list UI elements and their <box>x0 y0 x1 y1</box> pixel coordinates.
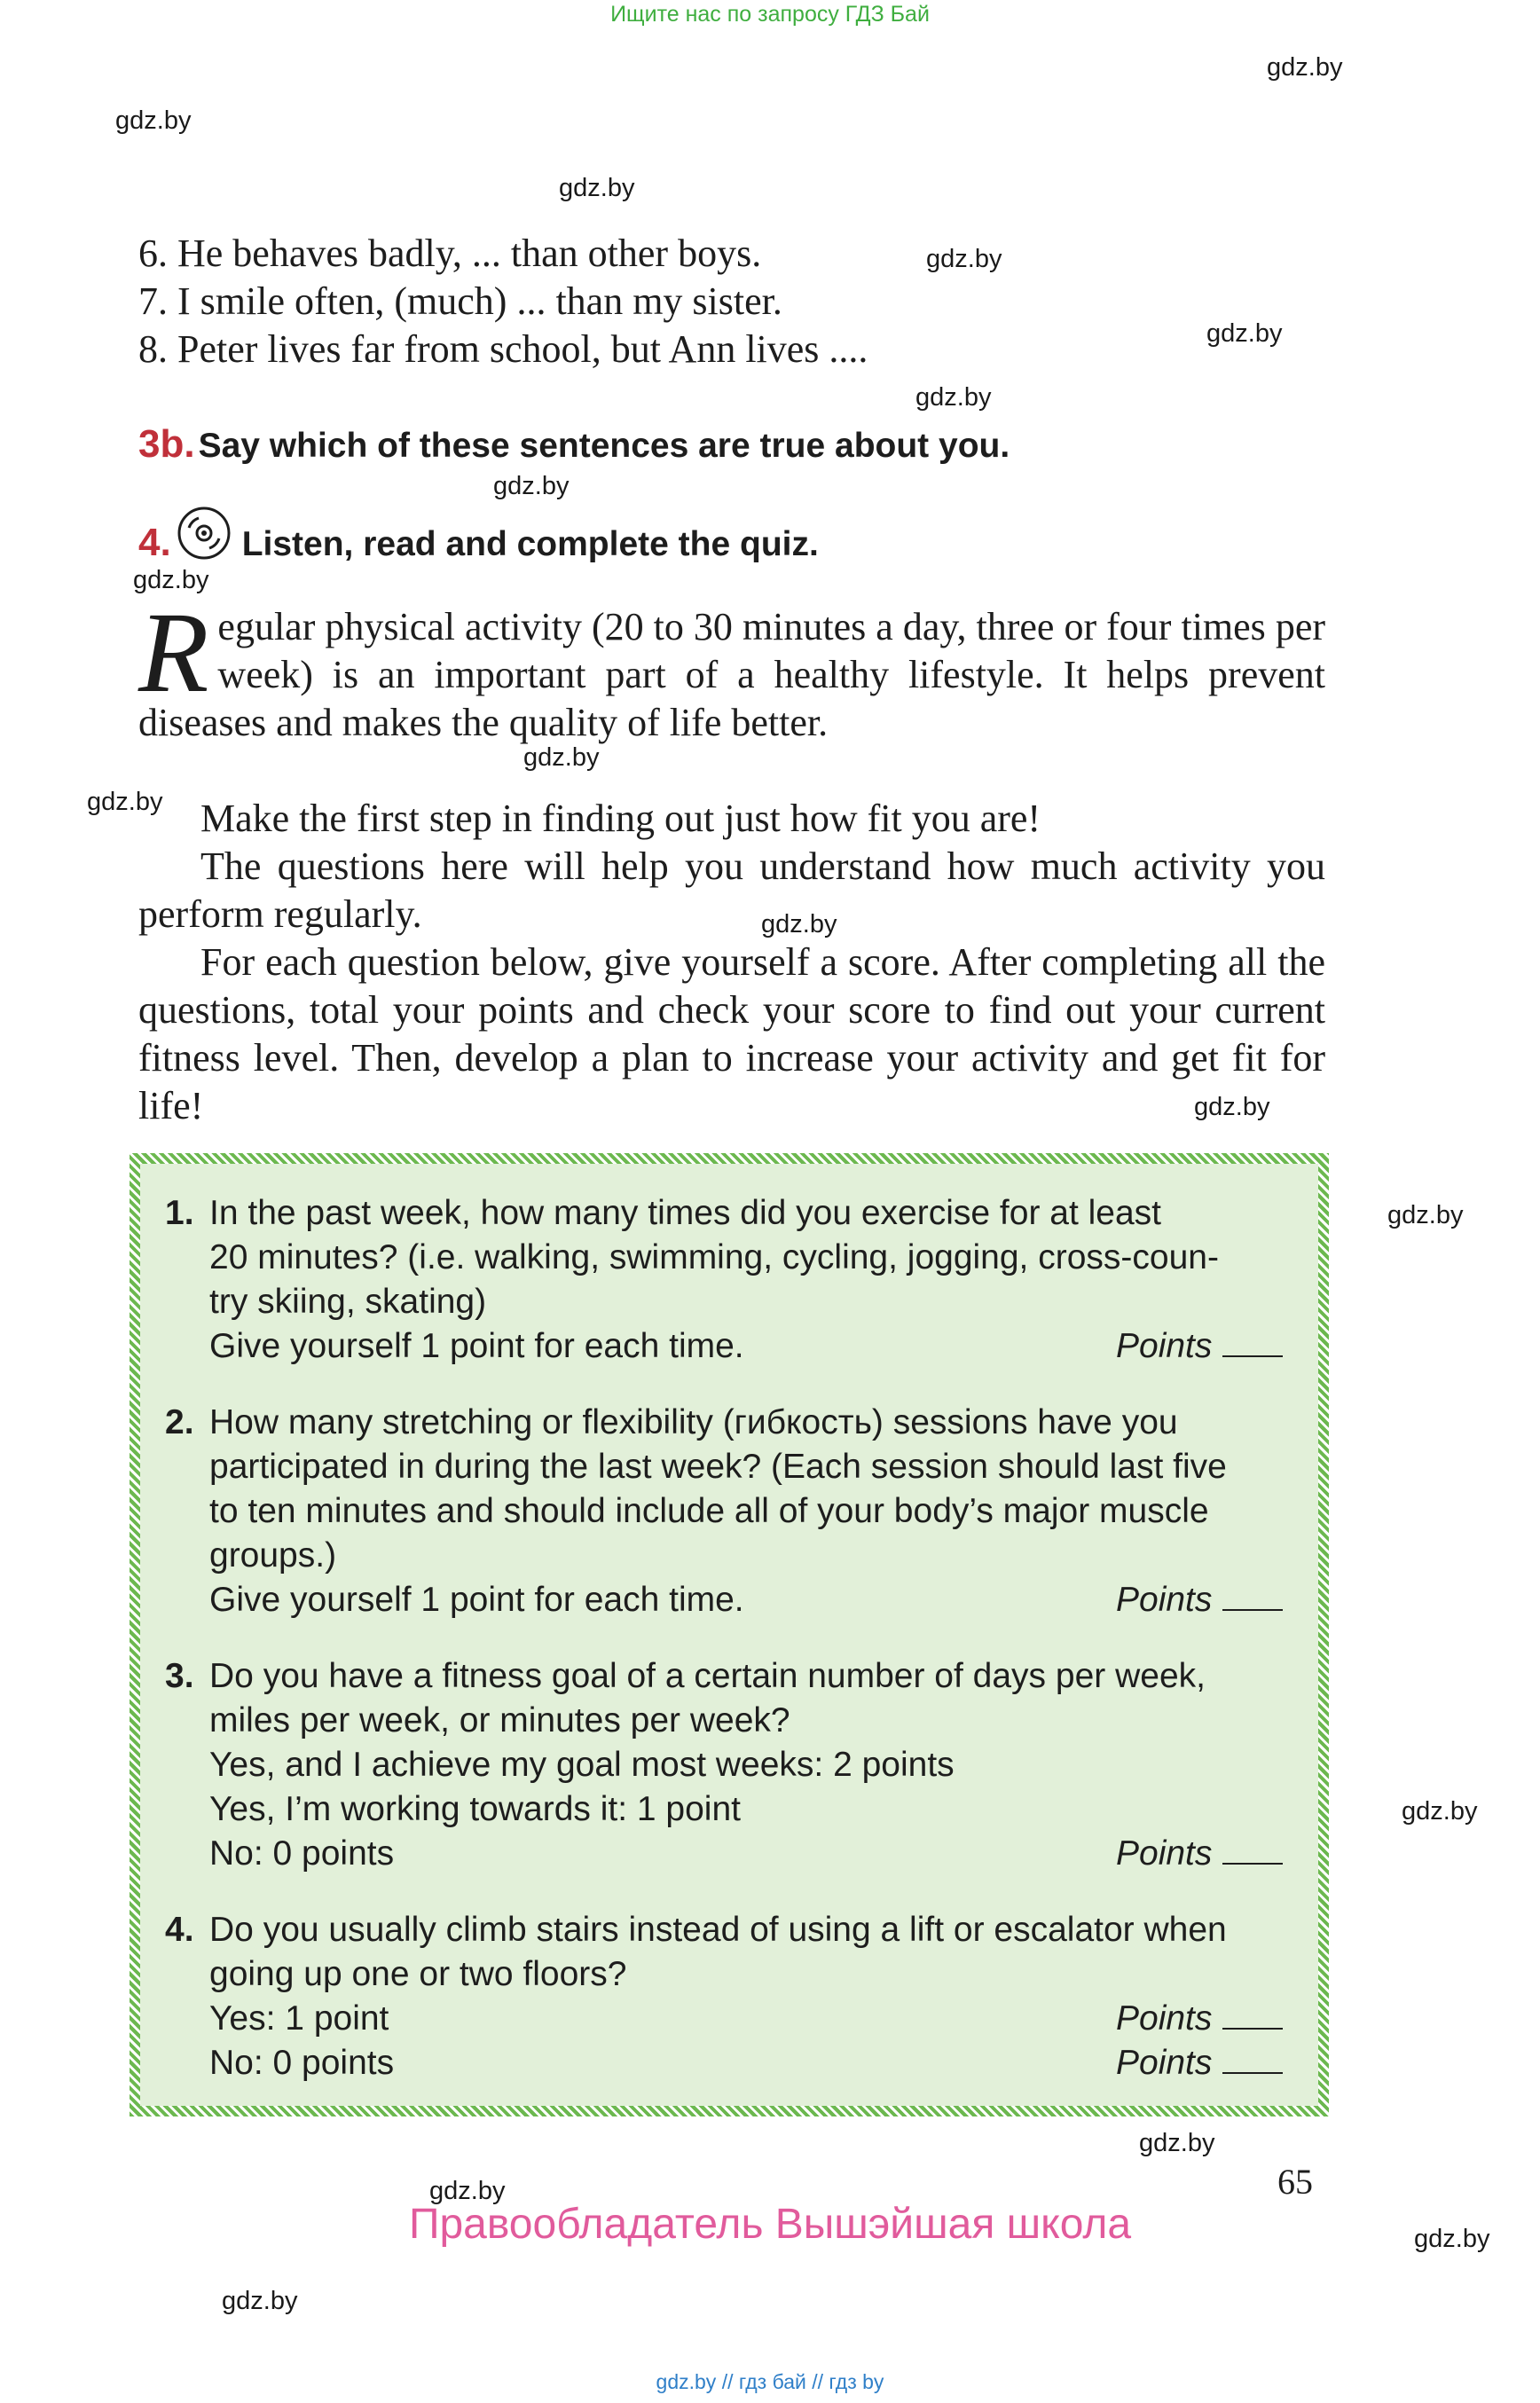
question-text: Do you have a fitness goal of a certain number of days per week, <box>209 1657 1206 1695</box>
question-text: 20 minutes? (i.e. walking, swimming, cycling, jogging, cross-coun- <box>209 1238 1219 1276</box>
question-text: going up one or two floors? <box>209 1955 627 1993</box>
watermark: gdz.by <box>1402 1797 1478 1826</box>
watermark: gdz.by <box>915 383 992 412</box>
points-label: Points <box>1116 1999 1213 2038</box>
watermark: gdz.by <box>523 743 600 772</box>
question-text: groups.) <box>209 1536 337 1575</box>
watermark: gdz.by <box>493 472 570 500</box>
points-label: Points <box>1116 2044 1213 2082</box>
points-label: Points <box>1116 1581 1213 1619</box>
task-instruction: Say which of these sentences are true about you. <box>198 427 1010 465</box>
watermark: gdz.by <box>1267 53 1343 82</box>
points-label: Points <box>1116 1327 1213 1365</box>
watermark: gdz.by <box>1206 319 1283 348</box>
points-field[interactable] <box>1116 1834 1283 1873</box>
watermark: gdz.by <box>429 2177 506 2205</box>
watermark: gdz.by <box>1387 1201 1464 1229</box>
task-number: 3b. <box>138 422 195 466</box>
page-number: 65 <box>1277 2162 1313 2202</box>
points-blank[interactable] <box>1222 1836 1283 1865</box>
question-number: 2. <box>165 1403 194 1441</box>
reading-paragraph-1 <box>138 589 1325 747</box>
exercise-line: 8. Peter lives far from school, but Ann lives .... <box>138 327 868 371</box>
question-option: Yes: 1 point <box>209 1999 389 2038</box>
question-text: miles per week, or minutes per week? <box>209 1701 790 1739</box>
question-text: Do you usually climb stairs instead of using a lift or escalator when <box>209 1911 1227 1949</box>
reading-paragraph-4: For each question below, give yourself a score. After completing all the questions, total your points and check your score to find out your current fitness level. Then, develop a plan to increase your activity and get fit for life! <box>138 940 1325 1127</box>
drop-cap: R <box>138 589 209 717</box>
points-field[interactable] <box>1116 2044 1283 2083</box>
points-blank[interactable] <box>1222 2046 1283 2074</box>
reading-paragraph-2: Make the first step in finding out just how fit you are! <box>200 797 1041 840</box>
points-field[interactable] <box>1116 1581 1283 1620</box>
points-blank[interactable] <box>1222 1582 1283 1611</box>
question-option: Yes, I’m working towards it: 1 point <box>209 1790 741 1828</box>
points-field[interactable] <box>1116 1999 1283 2038</box>
exercise-line: 6. He behaves badly, ... than other boys. <box>138 232 762 275</box>
reading-paragraph-3: The questions here will help you understand how much activity you perform regularly. <box>138 844 1325 936</box>
points-label: Points <box>1116 1834 1213 1873</box>
exercise-line: 7. I smile often, (much) ... than my sister. <box>138 279 782 323</box>
watermark: gdz.by <box>1194 1093 1270 1121</box>
points-blank[interactable] <box>1222 2001 1283 2030</box>
points-field[interactable] <box>1116 1327 1283 1366</box>
question-number: 1. <box>165 1194 194 1232</box>
watermark: gdz.by <box>222 2287 298 2315</box>
watermark: gdz.by <box>115 106 192 135</box>
question-option: No: 0 points <box>209 1834 395 1873</box>
watermark: gdz.by <box>1414 2225 1490 2253</box>
watermark: gdz.by <box>926 245 1002 273</box>
footer-links: gdz.by // гдз бай // гдз by <box>656 2370 884 2393</box>
question-text: try skiing, skating) <box>209 1283 487 1321</box>
question-text: to ten minutes and should include all of your body’s major muscle <box>209 1492 1209 1530</box>
question-number: 4. <box>165 1911 194 1949</box>
watermark: gdz.by <box>133 566 209 594</box>
watermark: gdz.by <box>87 788 163 816</box>
task-number: 4. <box>138 521 171 564</box>
question-option: No: 0 points <box>209 2044 395 2082</box>
question-option: Yes, and I achieve my goal most weeks: 2 points <box>209 1746 955 1784</box>
question-number: 3. <box>165 1657 194 1695</box>
task-3b <box>138 422 1010 467</box>
reading-text: egular physical activity (20 to 30 minutes a day, three or four times per week) is an important part of a healthy lifestyle. It helps prevent diseases and makes the quality of life better. <box>138 605 1325 744</box>
question-text: How many stretching or flexibility (гибкость) sessions have you <box>209 1403 1178 1441</box>
rights-holder: Правообладатель Вышэйшая школа <box>408 2201 1132 2248</box>
watermark: gdz.by <box>761 910 837 938</box>
task-instruction: Listen, read and complete the quiz. <box>241 525 819 563</box>
top-banner: Ищите нас по запросу ГДЗ Бай <box>610 2 930 27</box>
question-text: Give yourself 1 point for each time. <box>209 1581 744 1619</box>
question-text: Give yourself 1 point for each time. <box>209 1327 744 1365</box>
watermark: gdz.by <box>559 174 635 202</box>
task-4 <box>138 506 819 565</box>
question-text: In the past week, how many times did you exercise for at least <box>209 1194 1162 1232</box>
points-blank[interactable] <box>1222 1329 1283 1357</box>
watermark: gdz.by <box>1139 2129 1215 2157</box>
cd-disc-icon <box>177 506 232 565</box>
question-text: participated in during the last week? (Each session should last five <box>209 1448 1227 1486</box>
